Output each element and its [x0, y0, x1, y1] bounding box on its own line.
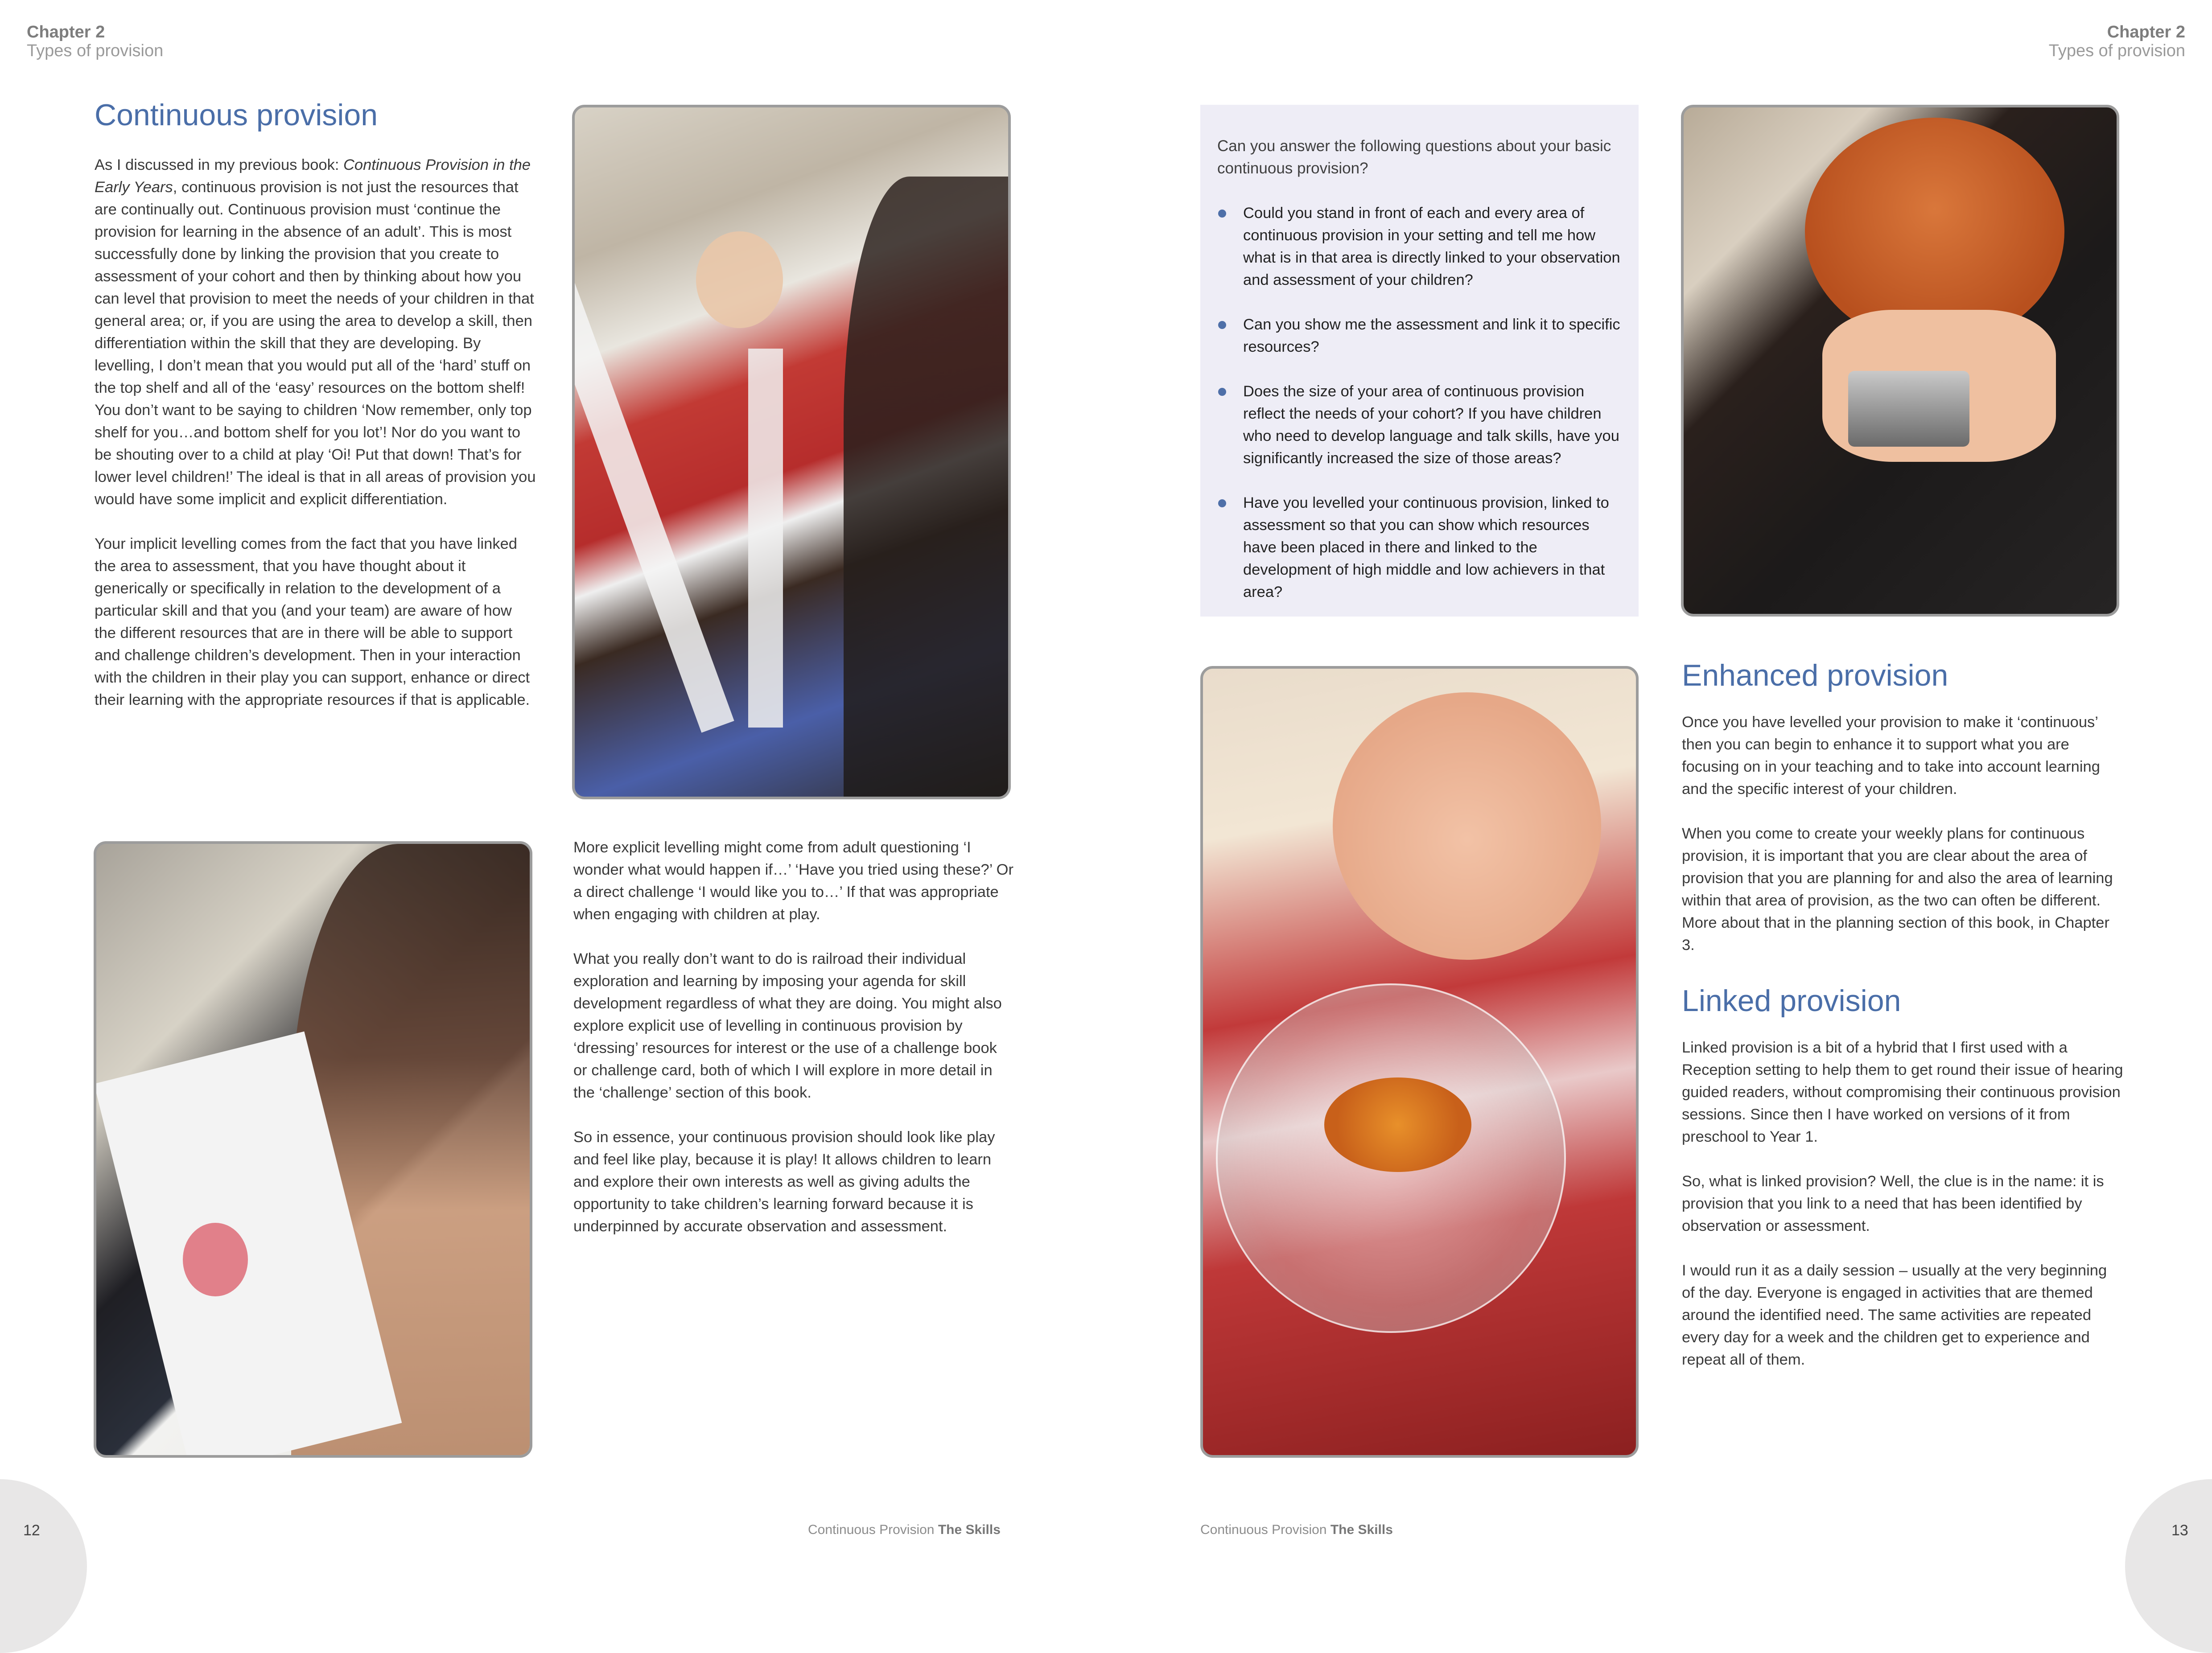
photo-detail [1848, 371, 1969, 447]
paragraph-explicit-levelling: More explicit levelling might come from adult questioning ‘I wonder what would happen if…’ ‘Have you tried using these?’ Or a direct challenge ‘I would like you to…’ If that was appropriate when engaging with children at play. [573, 839, 1013, 923]
footer-book-title: Continuous Provision [808, 1522, 935, 1537]
heading-linked-provision: Linked provision [1682, 984, 1901, 1018]
paragraph-linked-3: I would run it as a daily session – usually at the very beginning of the day. Everyone is engaged in activities that are themed around the identified need. The same activities are repeated every day for a week and the children get to experience and repeat all of them. [1682, 1262, 2107, 1368]
middle-column-text [573, 836, 1015, 1238]
question-text: Does the size of your area of continuous provision reflect the needs of your cohort? If you have children who need to develop language and talk skills, have you significantly increased the size of those areas? [1243, 383, 1619, 467]
paragraph-intro [95, 154, 536, 510]
footer-left [808, 1522, 1001, 1538]
question-text: Have you levelled your continuous provision, linked to assessment so that you can show which resources have been placed in there and linked to the development of high middle and low achievers in that area? [1243, 494, 1609, 600]
footer-right [1200, 1522, 1393, 1538]
paragraph-railroad: What you really don’t want to do is railroad their individual exploration and learning by imposing your agenda for skill development regardless of what they are doing. You might also explore explicit use of levelling in continuous provision by ‘dressing’ resources for interest or the use of a challenge book or challenge card, both of which I will explore in more detail in the ‘challenge’ section of this book. [573, 950, 1002, 1101]
bullet-icon [1218, 210, 1226, 218]
photo-detail [183, 1223, 248, 1296]
book-title: Continuous Provision in the Early Years [95, 156, 531, 196]
running-head-section-right: Types of provision [2048, 41, 2185, 60]
paragraph-linked-2: So, what is linked provision? Well, the clue is in the name: it is provision that you link to a need that has been identified by observation or assessment. [1682, 1173, 2104, 1234]
paragraph-in-essence: So in essence, your continuous provision should look like play and feel like play, because it is play! It allows children to learn and explore their own interests as well as giving adults the opportunity to take children’s learning forward because it is underpinned by accurate observation and assessment. [573, 1129, 995, 1235]
photo-detail [696, 231, 783, 328]
photo-detail [748, 349, 783, 728]
question-list [1217, 202, 1622, 603]
page-number-badge-right [2125, 1479, 2212, 1653]
question-item [1217, 492, 1622, 603]
page-number-badge-left [0, 1479, 87, 1653]
paragraph-implicit-levelling: Your implicit levelling comes from the fact that you have linked the area to assessment, that you have thought about it generically or specifically in relation to the development of a particular skill and that you (and your team) are aware of how the different resources that are in there will be able to support and challenge children’s development. Then in your interaction with the children in their play you can support, enhance or direct their learning with the appropriate resources if that is applicable. [95, 535, 530, 708]
question-item [1217, 202, 1622, 291]
linked-body [1682, 1036, 2123, 1371]
enhanced-body [1682, 711, 2123, 956]
heading-continuous-provision: Continuous provision [95, 98, 378, 132]
bullet-icon [1218, 388, 1226, 396]
question-text: Can you show me the assessment and link it to specific resources? [1243, 316, 1620, 355]
footer-book-title: Continuous Provision [1200, 1522, 1327, 1537]
heading-enhanced-provision: Enhanced provision [1682, 658, 1948, 692]
running-head-section-left: Types of provision [27, 41, 164, 60]
question-text: Could you stand in front of each and every area of continuous provision in your setting and tell me how what is in that area is directly linked to your observation and assessment of your children? [1243, 205, 1620, 288]
photo-detail [844, 177, 1008, 797]
footer-subtitle: The Skills [1330, 1522, 1393, 1537]
question-box [1200, 105, 1639, 617]
paragraph-enhanced-1: Once you have levelled your provision to make it ‘continuous’ then you can begin to enhance it to support what you are focusing on in your teaching and to take into account learning and the specific interest of your children. [1682, 714, 2100, 798]
photo-detail [1333, 692, 1601, 960]
running-head-chapter-left: Chapter 2 [27, 23, 105, 41]
question-box-intro: Can you answer the following questions about your basic continuous provision? [1217, 137, 1611, 177]
bullet-icon [1218, 321, 1226, 329]
question-item [1217, 313, 1622, 358]
photo-detail [1324, 1077, 1471, 1172]
bullet-icon [1218, 499, 1226, 507]
photo-detail [572, 267, 734, 733]
photo-children-building-pipes [572, 105, 1011, 799]
right-column-text [1682, 658, 2123, 1371]
text-run: , continuous provision is not just the resources that are continually out. Continuous provision must ‘continue the provision for learning in the absence of an adult’. This is most successfully done by linking the provision that you create to assessment of your cohort and then by thinking about how you can level that provision to meet the needs of your children in that general area; or, if you are using the area to develop a skill, then differentiation within the skill that they are developing. By levelling, I don’t mean that you would put all of the ‘hard’ stuff on the top shelf and all of the ‘easy’ resources on the bottom shelf! You don’t want to be saying to children ‘Now remember, only top shelf for you…and bottom shelf for you lot’! Nor do you want to be shouting over to a child at play ‘Oi! Put that down! That’s for lower level children!’ The ideal is that in all areas of provision you would have some implicit and explicit differentiation. [95, 179, 536, 508]
photo-boy-with-camera [1681, 105, 2119, 617]
paragraph-enhanced-2: When you come to create your weekly plans for continuous provision, it is important that you are clear about the area of provision that you are planning for and also the area of learning within that area of provision, as the two can often be different. More about that in the planning section of this book, in Chapter 3. [1682, 825, 2113, 954]
left-column-text [95, 154, 536, 711]
photo-child-painting [94, 841, 532, 1458]
running-head-chapter-right: Chapter 2 [2107, 23, 2185, 41]
question-item [1217, 380, 1622, 469]
footer-subtitle: The Skills [938, 1522, 1001, 1537]
photo-girl-with-flower-bowl [1200, 666, 1639, 1458]
page-number-left: 12 [23, 1522, 40, 1539]
page-number-right: 13 [2171, 1522, 2188, 1539]
text-run: As I discussed in my previous book: [95, 156, 343, 173]
paragraph-linked-1: Linked provision is a bit of a hybrid that I first used with a Reception setting to help them to get round their issue of hearing guided readers, without compromising their continuous provision sessions. Since then I have worked on versions of it from preschool to Year 1. [1682, 1039, 2123, 1145]
